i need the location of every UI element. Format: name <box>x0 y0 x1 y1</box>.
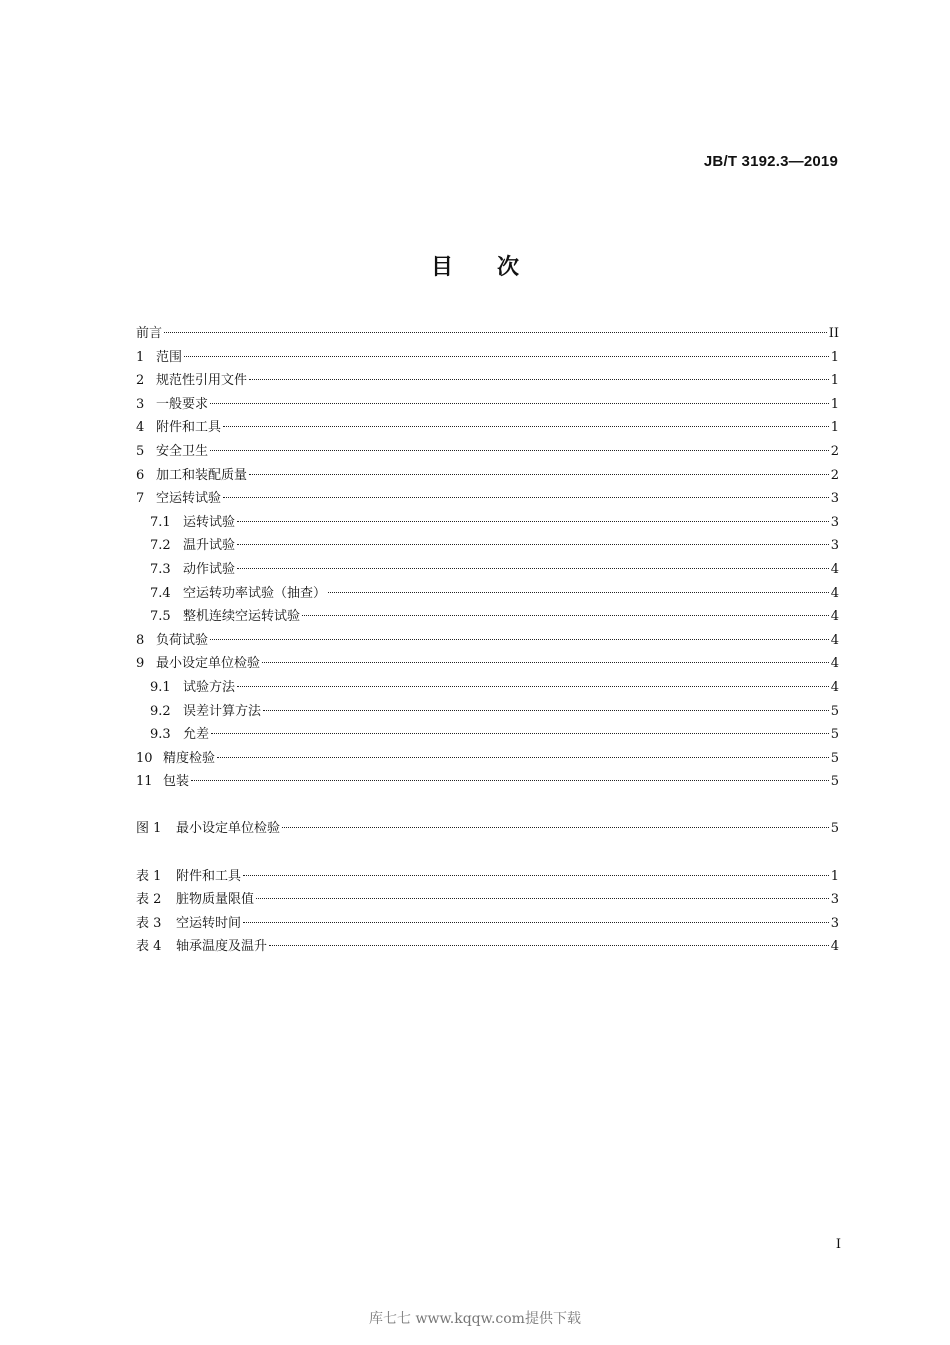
toc-entry-label: 加工和装配质量 <box>156 467 248 483</box>
toc-entry-label: 范围 <box>156 349 183 365</box>
dot-leader <box>184 356 829 357</box>
toc-entry-number: 9 <box>136 656 145 672</box>
toc-entry-label: 附件和工具 <box>156 420 222 436</box>
toc-entry-number: 表 2 <box>136 892 162 908</box>
toc-entry-page: 2 <box>830 467 839 483</box>
toc-entry-number: 7.1 <box>150 514 171 530</box>
toc-entry-page: 1 <box>830 349 839 365</box>
toc-entry-number: 10 <box>136 750 153 766</box>
toc-entry-number: 7.3 <box>150 561 171 577</box>
toc-entry-number: 7 <box>136 491 145 507</box>
toc-entry-page: 1 <box>830 868 839 884</box>
toc-entry-label: 规范性引用文件 <box>156 373 248 389</box>
dot-leader <box>237 686 829 687</box>
toc-entry-number: 9.2 <box>150 703 171 719</box>
toc-entry-label: 脏物质量限值 <box>176 892 255 908</box>
toc-entry[interactable] <box>136 912 839 936</box>
toc-entry-page: 5 <box>830 703 839 719</box>
toc-entry-label: 精度检验 <box>163 750 216 766</box>
toc-entry[interactable] <box>136 865 839 889</box>
toc-entry-number: 3 <box>136 396 145 412</box>
dot-leader <box>191 780 829 781</box>
toc-entry[interactable] <box>136 723 839 747</box>
toc-entry-number: 5 <box>136 443 145 459</box>
toc-entry-page: 5 <box>830 750 839 766</box>
toc-entry-number: 9.1 <box>150 679 171 695</box>
toc-entry[interactable] <box>136 464 839 488</box>
toc-entry-number: 图 1 <box>136 821 162 837</box>
toc-entry-number: 7.2 <box>150 538 171 554</box>
toc-entry-label: 运转试验 <box>183 514 236 530</box>
toc-entry-label: 最小设定单位检验 <box>156 656 261 672</box>
dot-leader <box>217 757 829 758</box>
dot-leader <box>243 875 829 876</box>
toc-entry-page: 1 <box>830 420 839 436</box>
watermark-text: 库七七 www.kqqw.com提供下载 <box>369 1311 581 1327</box>
dot-leader <box>164 332 827 333</box>
toc-entry[interactable] <box>136 322 839 346</box>
toc-entry-label: 附件和工具 <box>176 868 242 884</box>
toc-entry-label: 包装 <box>163 774 190 790</box>
toc-entry-label: 负荷试验 <box>156 632 209 648</box>
toc-entry-number: 11 <box>136 774 153 790</box>
toc-entry[interactable] <box>136 534 839 558</box>
toc-entry-label: 空运转时间 <box>176 915 242 931</box>
toc-entry[interactable] <box>136 747 839 771</box>
toc-entry-page: 3 <box>830 491 839 507</box>
toc-entry-page: 1 <box>830 396 839 412</box>
toc-entry-number: 表 1 <box>136 868 162 884</box>
toc-entry-label: 误差计算方法 <box>183 703 262 719</box>
toc-entry-page: 4 <box>830 939 839 955</box>
dot-leader <box>237 568 829 569</box>
dot-leader <box>263 710 829 711</box>
toc-entry[interactable] <box>136 440 839 464</box>
dot-leader <box>210 450 829 451</box>
toc-entry[interactable] <box>136 770 839 794</box>
toc-entry[interactable] <box>136 487 839 511</box>
dot-leader <box>243 922 829 923</box>
toc-entry[interactable] <box>136 605 839 629</box>
page-title: 目次 <box>430 255 563 280</box>
dot-leader <box>269 945 829 946</box>
toc-entry-page: 2 <box>830 443 839 459</box>
toc-entry-number: 8 <box>136 632 145 648</box>
toc-entry-number: 表 4 <box>136 939 162 955</box>
toc-entry-label: 试验方法 <box>183 679 236 695</box>
toc-entry-number: 2 <box>136 373 145 389</box>
toc-entry[interactable] <box>136 817 839 841</box>
dot-leader <box>223 426 829 427</box>
toc-entry[interactable] <box>136 558 839 582</box>
toc-entry-page: 3 <box>830 514 839 530</box>
dot-leader <box>328 592 829 593</box>
toc-entry-label: 整机连续空运转试验 <box>183 609 301 625</box>
dot-leader <box>256 898 829 899</box>
toc-entry-label: 前言 <box>136 326 163 341</box>
toc-entry-label: 轴承温度及温升 <box>176 939 268 955</box>
page-number: I <box>835 1237 841 1252</box>
dot-leader <box>237 521 829 522</box>
toc-entry-label: 温升试验 <box>183 538 236 554</box>
toc-entry-number: 4 <box>136 420 145 436</box>
toc-entry-page: 3 <box>830 915 839 931</box>
toc-entry-label: 安全卫生 <box>156 443 209 459</box>
toc-entry-label: 空运转试验 <box>156 491 222 507</box>
toc-entry[interactable] <box>136 369 839 393</box>
toc-entry-page: 4 <box>830 561 839 577</box>
toc-entry-number: 6 <box>136 467 145 483</box>
table-of-contents <box>136 322 839 959</box>
toc-entry[interactable] <box>136 346 839 370</box>
standard-code: JB/T 3192.3—2019 <box>703 153 838 170</box>
dot-leader <box>262 662 829 663</box>
toc-entry-number: 1 <box>136 349 145 365</box>
dot-leader <box>210 639 829 640</box>
toc-entry-number: 表 3 <box>136 915 162 931</box>
toc-entry-page: 4 <box>830 679 839 695</box>
dot-leader <box>302 615 829 616</box>
toc-entry-page: 3 <box>830 538 839 554</box>
toc-entry[interactable] <box>136 652 839 676</box>
toc-entry-page: 3 <box>830 892 839 908</box>
toc-entry[interactable] <box>136 888 839 912</box>
toc-entry[interactable] <box>136 393 839 417</box>
toc-entry[interactable] <box>136 511 839 535</box>
toc-entry-page: 5 <box>830 821 839 837</box>
toc-entry[interactable] <box>136 582 839 606</box>
toc-entry-number: 7.4 <box>150 585 171 601</box>
toc-entry[interactable] <box>136 416 839 440</box>
toc-entry-label: 空运转功率试验（抽查） <box>183 585 327 601</box>
toc-entry-page: 4 <box>830 656 839 672</box>
dot-leader <box>282 827 829 828</box>
toc-entry-page: 5 <box>830 727 839 743</box>
dot-leader <box>211 733 829 734</box>
toc-entry-page: 4 <box>830 585 839 601</box>
toc-entry[interactable] <box>136 676 839 700</box>
toc-entry-label: 一般要求 <box>156 396 209 412</box>
dot-leader <box>237 544 829 545</box>
dot-leader <box>249 474 829 475</box>
toc-entry-label: 动作试验 <box>183 561 236 577</box>
toc-entry-label: 最小设定单位检验 <box>176 821 281 837</box>
toc-entry[interactable] <box>136 935 839 959</box>
toc-entry-page: 1 <box>830 373 839 389</box>
toc-entry-page: 4 <box>830 632 839 648</box>
toc-entry[interactable] <box>136 700 839 724</box>
toc-entry-number: 7.5 <box>150 609 171 625</box>
dot-leader <box>223 497 829 498</box>
dot-leader <box>249 379 829 380</box>
toc-entry-number: 9.3 <box>150 727 171 743</box>
toc-entry-page: 5 <box>830 774 839 790</box>
toc-entry-page: II <box>828 326 839 341</box>
toc-entry-page: 4 <box>830 609 839 625</box>
dot-leader <box>210 403 829 404</box>
toc-entry[interactable] <box>136 629 839 653</box>
toc-entry-label: 允差 <box>183 727 210 743</box>
